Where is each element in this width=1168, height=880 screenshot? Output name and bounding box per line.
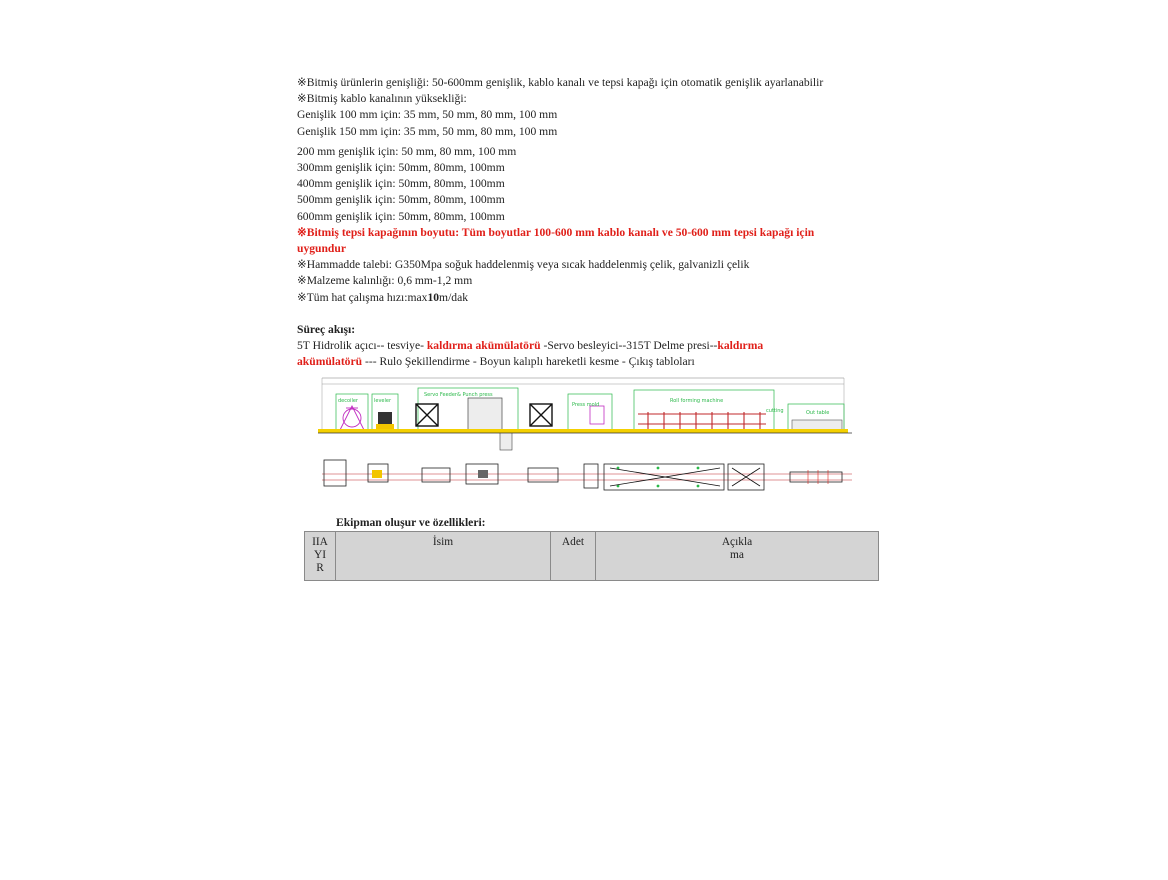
label-rollform: Roll forming machine bbox=[670, 398, 724, 404]
tray-cover-note-cont: uygundur bbox=[297, 242, 346, 256]
speed-unit: m/dak bbox=[439, 290, 469, 304]
label-leveler: leveler bbox=[374, 398, 392, 404]
process-step: --- Rulo Şekillendirme - Boyun kalıplı hareketli kesme - Çıkış tabloları bbox=[362, 355, 695, 369]
label-servo: Servo Feeder& Punch press bbox=[424, 392, 493, 398]
height-row: Genişlik 150 mm için: 35 mm, 50 mm, 80 mm, 100 mm bbox=[297, 124, 558, 138]
col-header-name: İsim bbox=[336, 532, 551, 581]
process-step: 5T Hidrolik açıcı-- tesviye- bbox=[297, 339, 427, 353]
table-header-row bbox=[305, 532, 879, 581]
speed-prefix: ※Tüm hat çalışma hızı:max bbox=[297, 290, 428, 304]
process-step-highlight: kaldırma akümülatörü bbox=[426, 339, 541, 353]
width-note: ※Bitmiş ürünlerin genişliği: 50-600mm genişlik, kablo kanalı ve tepsi kapağı için otomatik genişlik ayarlanabilir bbox=[297, 76, 824, 89]
process-step: -Servo besleyici--315T Delme presi-- bbox=[540, 339, 718, 353]
height-row: 500mm genişlik için: 50mm, 80mm, 100mm bbox=[297, 193, 505, 207]
label-outtable: Out table bbox=[806, 410, 830, 416]
height-title: ※Bitmiş kablo kanalının yüksekliği: bbox=[297, 92, 467, 106]
tray-cover-note: ※Bitmiş tepsi kapağının boyutu: Tüm boyutlar 100-600 mm kablo kanalı ve 50-600 mm tepsi kapağı için bbox=[297, 225, 815, 239]
process-step-highlight: kaldırma bbox=[717, 339, 764, 353]
height-row: 300mm genişlik için: 50mm, 80mm, 100mm bbox=[297, 161, 505, 175]
height-row: 200 mm genişlik için: 50 mm, 80 mm, 100 mm bbox=[297, 144, 517, 158]
thickness-note: ※Malzeme kalınlığı: 0,6 mm-1,2 mm bbox=[297, 274, 473, 288]
height-row: 600mm genişlik için: 50mm, 80mm, 100mm bbox=[297, 209, 505, 223]
label-press: Press mold bbox=[572, 402, 600, 408]
speed-value: 10 bbox=[427, 290, 440, 304]
col-header-qty: Adet bbox=[551, 532, 596, 581]
label-decoiler: decoiler bbox=[338, 398, 358, 404]
raw-material-note: ※Hammadde talebi: G350Mpa soğuk haddelenmiş veya sıcak haddelenmiş çelik, galvanizli çelik bbox=[297, 258, 750, 272]
equipment-title: Ekipman oluşur ve özellikleri: bbox=[336, 516, 486, 529]
process-heading: Süreç akışı: bbox=[297, 322, 356, 336]
process-line-2 bbox=[297, 354, 887, 370]
production-line-drawing bbox=[318, 376, 852, 494]
process-step-highlight: akümülatörü bbox=[297, 355, 363, 369]
label-cutting: cutting bbox=[766, 408, 784, 414]
equipment-table bbox=[304, 531, 879, 581]
height-row: 400mm genişlik için: 50mm, 80mm, 100mm bbox=[297, 177, 505, 191]
process-line-1 bbox=[297, 338, 887, 354]
spec-document bbox=[297, 75, 887, 370]
height-row: Genişlik 100 mm için: 35 mm, 50 mm, 80 mm, 100 mm bbox=[297, 108, 558, 122]
col-header-desc: Açıkla ma bbox=[596, 532, 879, 581]
speed-note bbox=[297, 290, 887, 306]
col-header-no: IIA YI R bbox=[305, 532, 336, 581]
